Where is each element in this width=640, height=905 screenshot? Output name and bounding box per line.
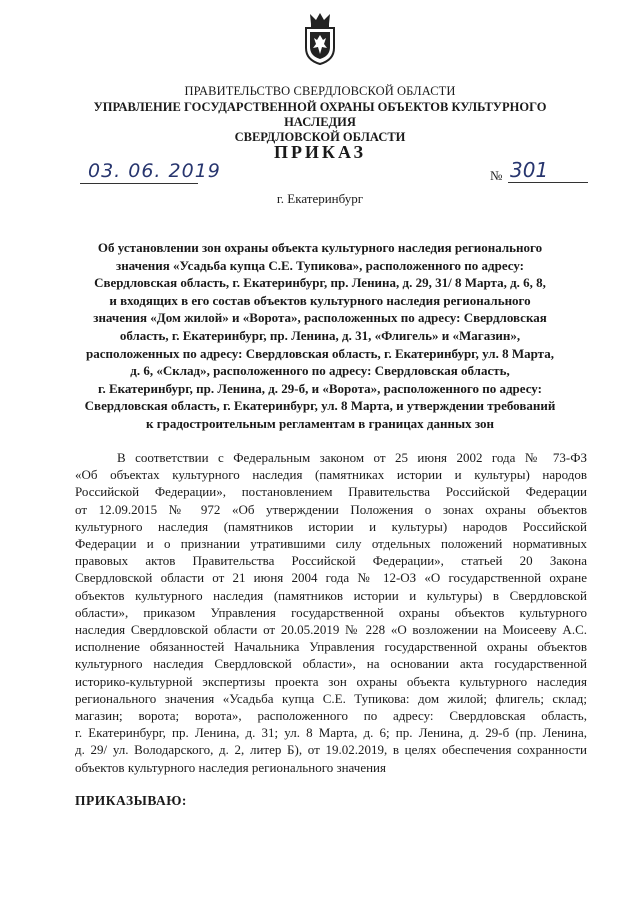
subject-line: расположенных по адресу: Свердловская область, г. Екатеринбург, ул. 8 Марта, xyxy=(86,345,554,361)
order-preamble xyxy=(75,449,587,776)
subject-line: область, г. Екатеринбург, пр. Ленина, д. 31, «Флигель» и «Магазин», xyxy=(119,327,521,343)
body-line: области», приказом Управления государственной охраны объектов культурного xyxy=(75,604,587,620)
body-line: Федерации и о признании утратившими силу отдельных положений нормативных xyxy=(75,536,587,552)
body-line: объектов культурного наследия (памятников истории и культуры) в Свердловской xyxy=(75,587,587,603)
body-line: культурного наследия Свердловской области», на основании акта государственной xyxy=(75,656,587,672)
body-line: от 12.09.2015 № 972 «Об утверждении Положения о зонах охраны объектов xyxy=(75,501,587,517)
subject-line: Об установлении зон охраны объекта культурного наследия регионального xyxy=(97,240,543,255)
subject-line: д. 6, «Склад», расположенного по адресу: Свердловская область, xyxy=(130,363,510,379)
body-line: д. 29/ ул. Володарского, д. 2, литер Б), от 19.02.2019, в целях обеспечения сохранности xyxy=(75,742,587,758)
body-line: правовых актов Правительства Российской Федерации», статьей 20 Закона xyxy=(75,553,587,569)
department-line: УПРАВЛЕНИЕ ГОСУДАРСТВЕННОЙ ОХРАНЫ ОБЪЕКТОВ КУЛЬТУРНОГО НАСЛЕДИЯ xyxy=(93,100,547,129)
subject-line: Свердловская область, г. Екатеринбург, пр. Ленина, д. 29, 31/ 8 Марта, д. 6, 8, xyxy=(94,275,546,291)
subject-line: значения «Дом жилой» и «Ворота», расположенных по адресу: Свердловская xyxy=(93,310,547,326)
department-name xyxy=(60,100,580,145)
body-line: В соответствии с Федеральным законом от 25 июня 2002 года № 73-ФЗ xyxy=(117,450,587,465)
order-subject xyxy=(64,239,576,433)
document-title: ПРИКАЗ xyxy=(273,142,367,162)
body-line: магазин; ворота; ворота», расположенного по адресу: Свердловская область, xyxy=(75,708,587,724)
coat-of-arms-icon xyxy=(302,10,338,66)
body-line: исполнение обязанностей Начальника Управления государственной охраны объектов xyxy=(75,639,587,655)
body-line: Российской Федерации», постановлением Правительства Российской Федерации xyxy=(75,484,587,500)
body-line: «Об объектах культурного наследия (памятниках истории и культуры) народов xyxy=(75,467,587,483)
body-line: историко-культурной экспертизы проекта зон охраны объекта культурного наследия xyxy=(75,673,587,689)
body-line: г. Екатеринбург, пр. Ленина, д. 31; ул. 8 Марта, д. 6; пр. Ленина, д. 29-б (пр. Ленина, xyxy=(75,725,587,741)
city: г. Екатеринбург xyxy=(276,191,364,206)
subject-line: к градостроительным регламентам в границах данных зон xyxy=(145,415,495,431)
subject-line: значения «Усадьба купца С.Е. Тупикова», расположенного по адресу: xyxy=(115,257,525,273)
date-underline xyxy=(80,183,198,184)
body-line: культурного наследия (памятников истории и культуры) народов Российской xyxy=(75,518,587,534)
subject-line: г. Екатеринбург, пр. Ленина, д. 29-б, и «Ворота», расположенного по адресу: xyxy=(98,380,542,396)
handwritten-date: 03. 06. 2019 xyxy=(88,160,221,182)
decree-heading: ПРИКАЗЫВАЮ: xyxy=(75,793,187,808)
number-label: № xyxy=(490,168,503,183)
department-line: СВЕРДЛОВСКОЙ ОБЛАСТИ xyxy=(234,130,406,144)
handwritten-number: 301 xyxy=(510,158,549,182)
number-underline xyxy=(508,182,588,183)
body-line: Свердловской области от 21 июня 2004 года № 12-ОЗ «О государственной охране xyxy=(75,570,587,586)
body-line: объектов культурного наследия регионального значения xyxy=(75,759,386,775)
body-line: наследия Свердловской области от 20.05.2019 № 228 «О возложении на Моисееву А.С. xyxy=(75,622,587,638)
subject-line: и входящих в его состав объектов культурного наследия регионального xyxy=(109,292,531,308)
government-name: ПРАВИТЕЛЬСТВО СВЕРДЛОВСКОЙ ОБЛАСТИ xyxy=(184,84,456,98)
body-line: регионального значения «Усадьба купца С.Е. Тупикова: дом жилой; флигель; склад; xyxy=(75,690,587,706)
subject-line: Свердловская область, г. Екатеринбург, ул. 8 Марта, и утверждении требований xyxy=(84,398,556,414)
